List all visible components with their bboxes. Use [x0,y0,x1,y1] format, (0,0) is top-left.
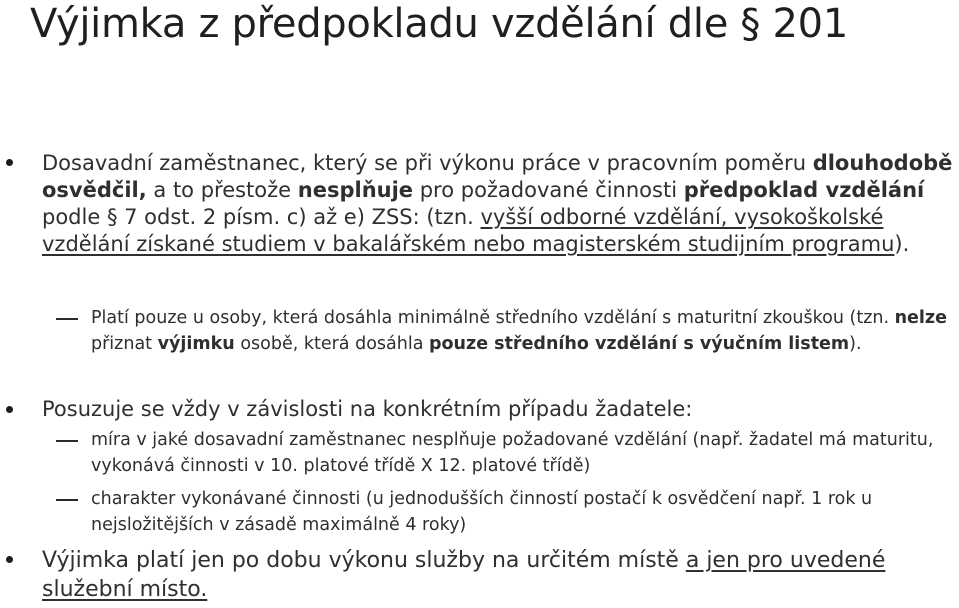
sub-bullet-part: ). [849,334,862,354]
bullet-1-part: pro požadované činnosti [413,178,684,202]
bullet-3-part: Výjimka platí jen po dobu výkonu služby na určitém místě [42,548,686,573]
sub-bullet-part: Platí pouze u osoby, která dosáhla minimálně středního vzdělání s maturitní zkouškou (tzn. [91,308,895,328]
bullet-icon [6,406,13,413]
bullet-icon [6,159,13,166]
dash-icon [56,440,78,442]
sub-bullet-3-text: charakter vykonávané činnosti (u jednodušších činností postačí k osvědčení např. 1 rok u nejsložitějších v zásadě maximálně 4 roky) [91,489,873,535]
bullet-1-part: Dosavadní zaměstnanec, který se při výkonu práce v pracovním poměru [42,151,813,175]
sub-bullet-2-text: míra v jaké dosavadní zaměstnanec nesplňuje požadované vzdělání (např. žadatel má maturitu, vykonává činnosti v 10. platové třídě X 12. platové třídě) [91,430,934,476]
sub-bullet-1-text [91,305,957,357]
bullet-3-text [42,546,922,604]
sub-bullet-part: osobě, která dosáhla [234,334,429,354]
bullet-icon [6,556,13,563]
emphasis-text: pouze středního vzdělání s výučním listem [429,334,850,354]
emphasis-text: dlouhodobě osvědčil, [42,151,953,202]
dash-icon [56,318,78,320]
emphasis-text: nesplňuje [297,178,414,202]
bullet-2-text: Posuzuje se vždy v závislosti na konkrétním případu žadatele: [42,397,693,421]
emphasis-text: nelze [894,308,947,328]
dash-icon [56,499,78,501]
sub-bullet-part: přiznat [91,334,158,354]
bullet-1-part: ). [894,232,910,256]
underlined-text: vyšší odborné vzdělání, vysokoškolské vzdělání získané studiem v bakalářském nebo magisterském studijním programu [42,205,895,256]
emphasis-text: výjimku [157,334,235,354]
page-title: Výjimka z předpokladu vzdělání dle § 201 [30,1,848,47]
underlined-text: a jen pro uvedené služební místo. [42,548,886,602]
bullet-1-text [42,150,957,258]
emphasis-text: předpoklad vzdělání [683,178,925,202]
bullet-1-part: a to přestože [146,178,298,202]
bullet-1-part: podle § 7 odst. 2 písm. c) až e) ZSS: (tzn. [42,205,481,229]
